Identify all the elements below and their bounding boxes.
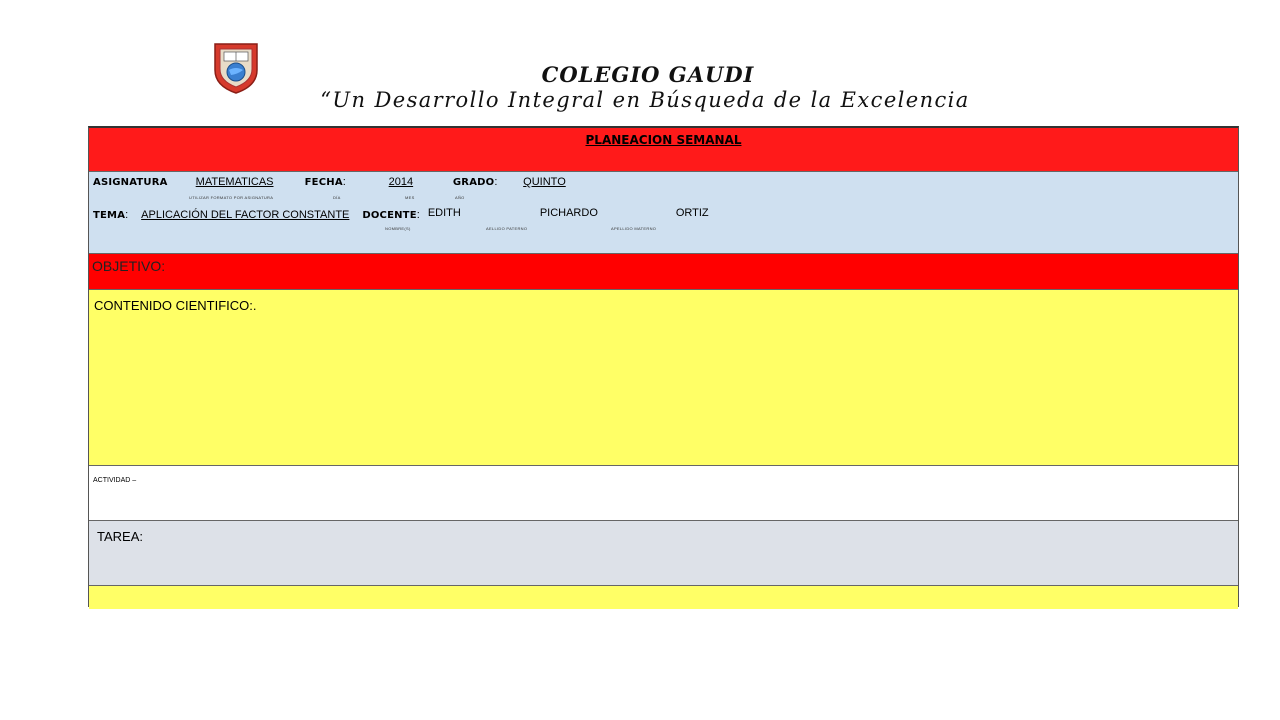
asignatura-label: ASIGNATURA <box>93 177 168 188</box>
grado-value: QUINTO <box>523 176 566 188</box>
weekly-plan-table <box>88 126 1239 607</box>
tema-label: TEMA <box>93 210 126 221</box>
info-line-topic: TEMA: APLICACIÓN DEL FACTOR CONSTANTE DOCENTE: EDITH PICHARDO ORTIZ <box>93 207 804 221</box>
docente-label: DOCENTE <box>362 210 417 221</box>
fecha-hint-day: DÍA <box>333 195 341 200</box>
actividad-row <box>89 466 1238 521</box>
tarea-row <box>89 521 1238 586</box>
plan-title-row <box>89 128 1238 172</box>
grado-label: GRADO <box>452 177 495 188</box>
asignatura-value: MATEMATICAS <box>195 176 274 188</box>
docente-hint-nombre: NOMBRE(S) <box>385 226 411 231</box>
fecha-hint-month: MES <box>405 195 415 200</box>
plan-info-row <box>89 172 1238 254</box>
school-name: COLEGIO GAUDI <box>541 62 755 87</box>
docente-value <box>420 207 804 221</box>
footer-row <box>89 586 1238 609</box>
contenido-row <box>89 290 1238 466</box>
objetivo-row <box>89 254 1238 290</box>
plan-title: PLANEACION SEMANAL <box>585 133 742 147</box>
fecha-hint-year: AÑO <box>455 195 465 200</box>
contenido-label: CONTENIDO CIENTIFICO:. <box>94 298 257 313</box>
actividad-label: ACTIVIDAD – <box>93 477 137 484</box>
fecha-value: 2014 <box>388 176 414 188</box>
objetivo-label: OBJETIVO: <box>92 258 166 274</box>
fecha-label: FECHA <box>304 177 343 188</box>
docente-hint-materno: APELLIDO MATERNO <box>611 226 657 231</box>
docente-hint-paterno: AELLIDO PATERNO <box>486 226 528 231</box>
info-line-subject: ASIGNATURA MATEMATICAS FECHA: 2014 GRADO: QUINTO <box>93 176 588 188</box>
docente-nombre: EDITH <box>427 207 461 219</box>
docente-materno: ORTIZ <box>675 207 709 219</box>
school-motto: “Un Desarrollo Integral en Búsqueda de la Excelencia <box>320 88 970 112</box>
asignatura-hint: UTILIZAR FORMATO POR ASIGNATURA <box>189 195 274 200</box>
tarea-label: TAREA: <box>97 529 143 544</box>
tema-value: APLICACIÓN DEL FACTOR CONSTANTE <box>141 209 350 221</box>
docente-paterno: PICHARDO <box>539 207 598 219</box>
